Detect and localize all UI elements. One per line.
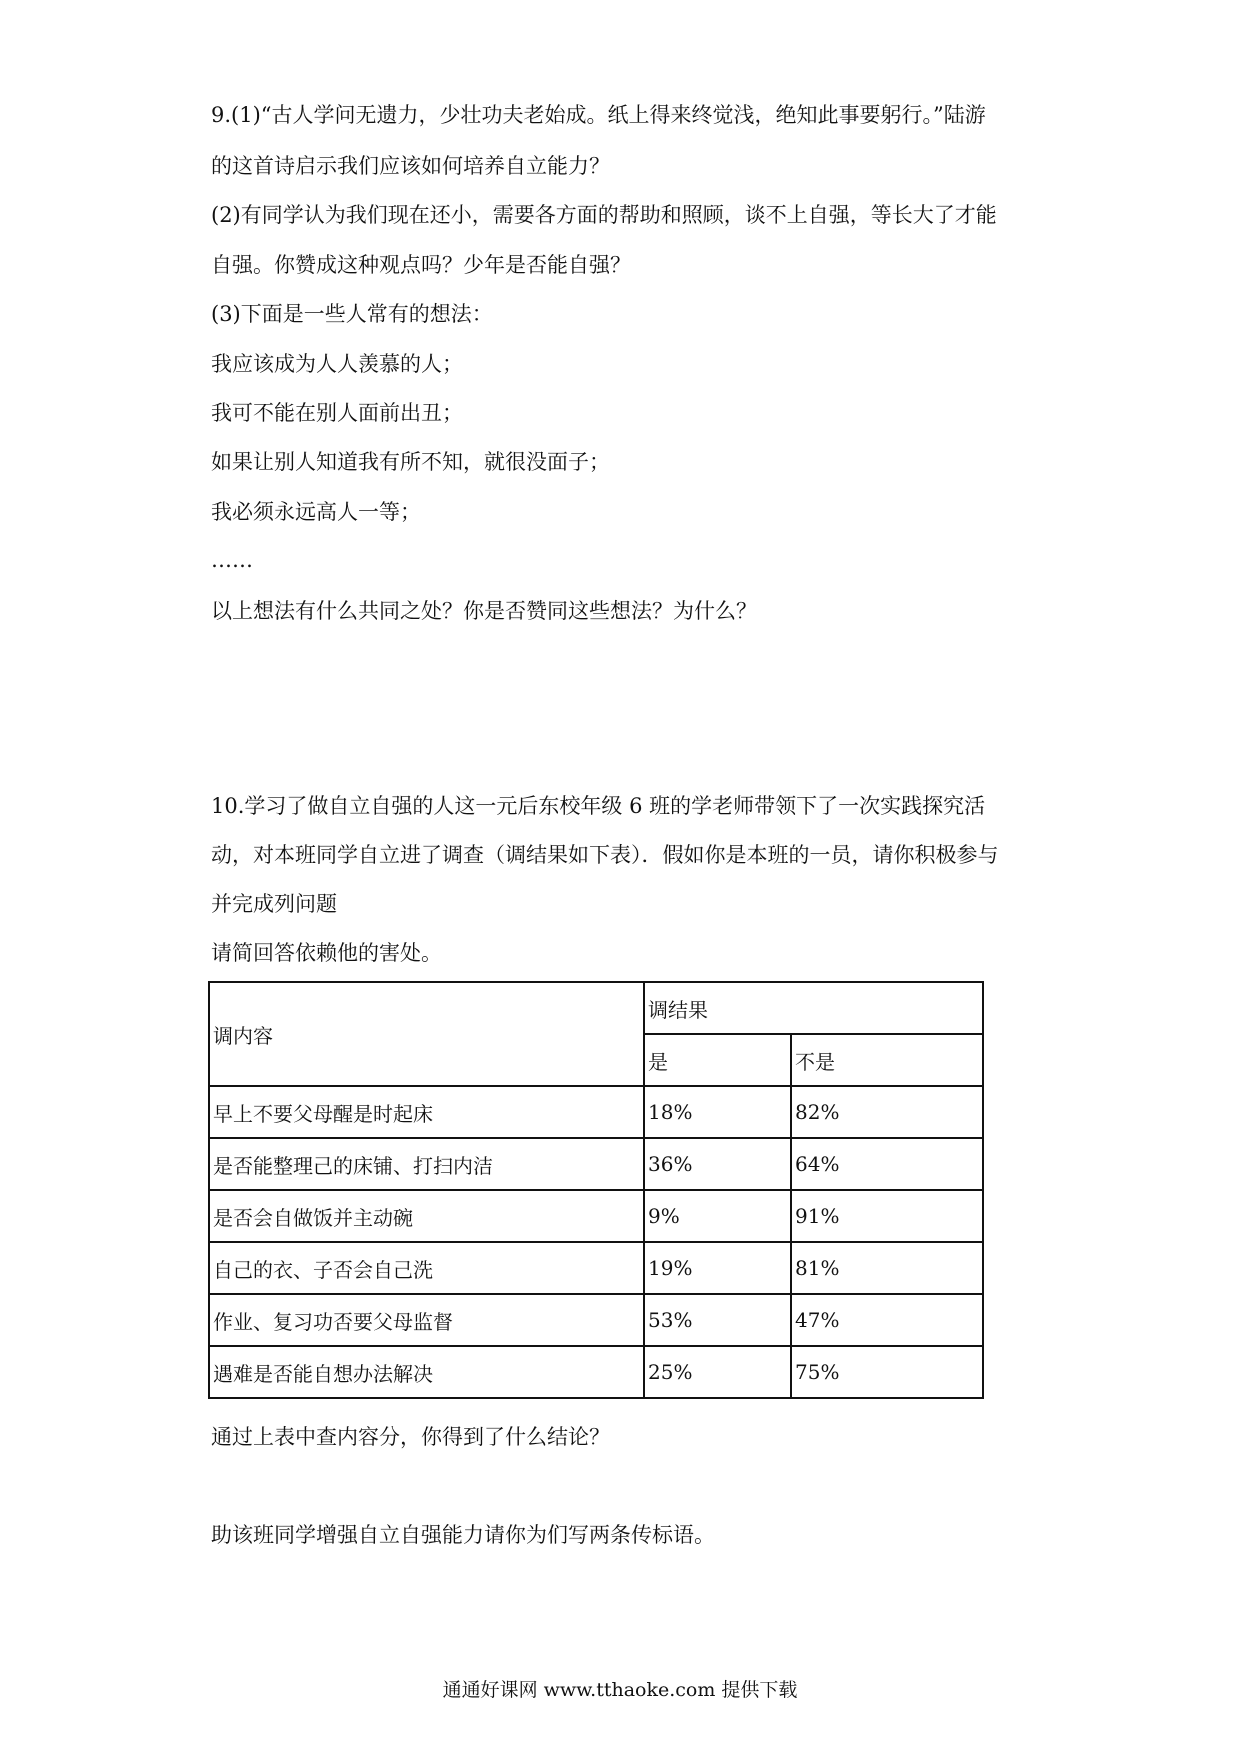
yes-cell: 19% [644,1242,791,1294]
survey-table [208,981,984,1399]
q9-part1-line2: 的这首诗启示我们应该如何培养自立能力？ [211,154,610,178]
header-content-cell: 调内容 [209,982,644,1086]
q9-ellipsis: …… [211,548,253,572]
table-row [209,1294,983,1346]
yes-cell: 25% [644,1346,791,1398]
q9-thought: 我必须永远高人一等； [211,500,421,524]
yes-cell: 53% [644,1294,791,1346]
item-cell: 遇难是否能自想办法解决 [209,1346,644,1398]
no-cell: 47% [791,1294,983,1346]
q10-after-table: 通过上表中查内容分，你得到了什么结论？ [211,1425,610,1449]
table-row [209,1190,983,1242]
yes-cell: 18% [644,1086,791,1138]
no-cell: 64% [791,1138,983,1190]
table-row [209,1242,983,1294]
table-row [209,1138,983,1190]
item-cell: 自己的衣、子否会自己洗 [209,1242,644,1294]
q10-line1: 10.学习了做自立自强的人这一元后东校年级 6 班的学老师带领下了一次实践探究活 [211,794,986,818]
q9-part1-line1: 9.(1)“古人学问无遗力，少壮功夫老始成。纸上得来终觉浅，绝知此事要躬行。”陆游 [211,103,986,127]
yes-cell: 36% [644,1138,791,1190]
page-footer: 通通好课网 www.tthaoke.com 提供下载 [442,1679,798,1701]
header-result-cell: 调结果 [644,982,983,1034]
q9-part2-line2: 自强。你赞成这种观点吗？少年是否能自强？ [211,253,631,277]
item-cell: 是否会自做饭并主动碗 [209,1190,644,1242]
header-yes-cell: 是 [644,1034,791,1086]
q9-thought: 我应该成为人人羡慕的人； [211,352,463,376]
q10-slogan-question: 助该班同学增强自立自强能力请你为们写两条传标语。 [211,1523,715,1547]
table-row [209,1346,983,1398]
no-cell: 81% [791,1242,983,1294]
item-cell: 作业、复习功否要父母监督 [209,1294,644,1346]
item-cell: 是否能整理己的床铺、打扫内洁 [209,1138,644,1190]
no-cell: 82% [791,1086,983,1138]
q9-thought: 我可不能在别人面前出丑； [211,401,463,425]
q9-part3-question: 以上想法有什么共同之处？你是否赞同这些想法？为什么？ [211,599,757,623]
header-no-cell: 不是 [791,1034,983,1086]
q9-part3-intro: (3)下面是一些人常有的想法： [211,302,493,326]
no-cell: 75% [791,1346,983,1398]
table-row [209,1086,983,1138]
q9-part2-line1: (2)有同学认为我们现在还小，需要各方面的帮助和照顾，谈不上自强，等长大了才能 [211,203,997,227]
q10-line2: 动，对本班同学自立进了调查（调结果如下表）．假如你是本班的一员，请你积极参与 [211,843,999,867]
yes-cell: 9% [644,1190,791,1242]
q10-line4: 请简回答依赖他的害处。 [211,941,442,965]
q10-line3: 并完成列问题 [211,892,337,916]
item-cell: 早上不要父母醒是时起床 [209,1086,644,1138]
no-cell: 91% [791,1190,983,1242]
q9-thought: 如果让别人知道我有所不知，就很没面子； [211,450,610,474]
